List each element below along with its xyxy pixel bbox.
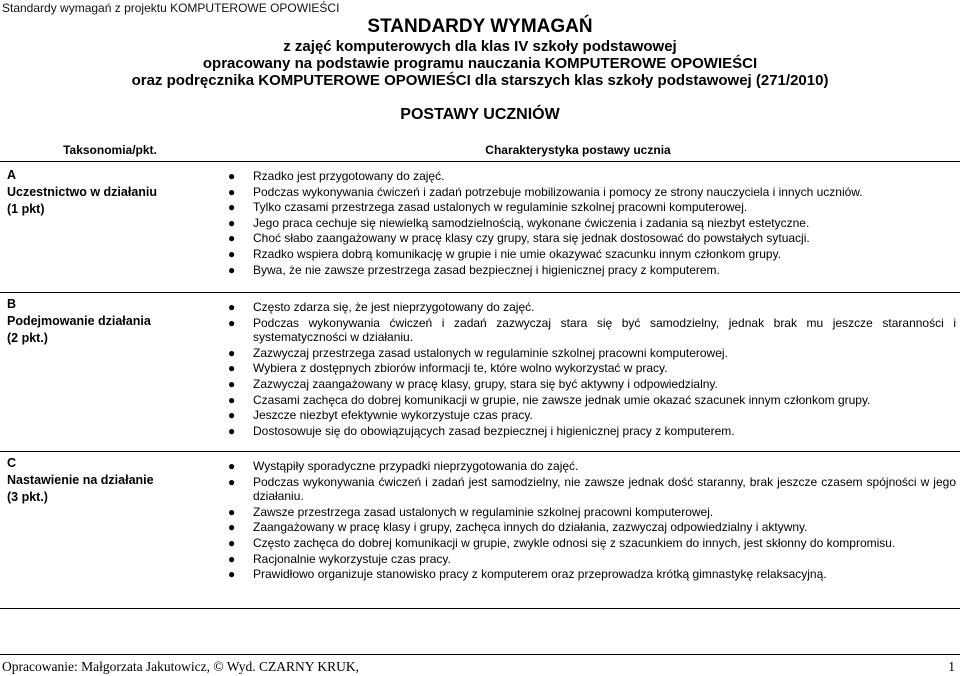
list-item: ● Zawsze przestrzega zasad ustalonych w regulaminie szkolnej pracowni komputerowej. [228,504,714,519]
list-item: ● Tylko czasami przestrzega zasad ustalonych w regulaminie szkolnej pracowni komputerowej. [228,200,748,215]
row-divider [0,451,960,452]
column-header-taxonomy: Taksonomia/pkt. [63,143,157,157]
bullet-icon: ● [228,392,236,407]
bullet-icon: ● [228,423,236,438]
title-block [0,16,960,89]
list-item: ● Zaangażowany w pracę klasy i grupy, zachęca innych do działania, zazwyczaj odpowiedzialny i aktywny. [228,520,808,535]
list-item: ● Rzadko jest przygotowany do zajęć. [228,169,445,183]
list-item: ● Racjonalnie wykorzystuje czas pracy. [228,551,451,566]
footer-credits: Opracowanie: Małgorzata Jakutowicz, © Wyd. CZARNY KRUK, [2,659,359,674]
list-item: ● Wybiera z dostępnych zbiorów informacji te, które wolno wykorzystać w pracy. [228,361,668,376]
bullet-icon: ● [228,231,236,246]
table-header-divider [0,161,960,162]
taxonomy-points: (2 pkt.) [7,331,48,345]
list-item: ● Jego praca cechuje się niewielką samodzielnością, wykonane ćwiczenia i zadania są niezbyt estetyczne. [228,215,810,230]
list-item: ● Często zdarza się, że jest nieprzygotowany do zajęć. [228,300,535,314]
bullet-icon: ● [228,184,236,199]
bullet-icon: ● [228,520,236,535]
bullet-icon: ● [228,459,236,473]
page-header: Standardy wymagań z projektu KOMPUTEROWE OPOWIEŚCI [2,1,340,15]
list-item: ● Jeszcze niezbyt efektywnie wykorzystuje czas pracy. [228,408,533,423]
table-bottom-divider [0,608,960,609]
list-item: ● Prawidłowo organizuje stanowisko pracy z komputerem oraz przeprowadza krótką gimnastykę relaksacyjną. [228,567,827,582]
bullet-icon: ● [228,345,236,360]
taxonomy-label: Uczestnictwo w działaniu [7,185,158,199]
taxonomy-letter: A [7,168,17,182]
list-item: ● Zazwyczaj zaangażowany w pracę klasy, grupy, stara się być aktywny i odpowiedzialny. [228,376,718,391]
subtitle-line-1: z zajęć komputerowych dla klas IV szkoły podstawowej [283,38,677,55]
characteristics-list-a [221,169,956,278]
list-item: ● Często zachęca do dobrej komunikacji w grupie, zwykle odnosi się z szacunkiem do innych, jest skłonny do kompromisu. [228,535,896,550]
bullet-icon: ● [228,535,236,550]
taxonomy-cell-a [7,167,217,218]
list-item: ● Rzadko wspiera dobrą komunikację w grupie i nie umie okazywać szacunku innym członkom grupy. [228,246,782,261]
bullet-icon: ● [228,567,236,582]
document-title: STANDARDY WYMAGAŃ [367,16,593,37]
list-item: ● Podczas wykonywania ćwiczeń i zadań jest samodzielny, nie zawsze jednak dość staranny, brak jeszcze czasem spójności w jego działaniu. [228,474,956,504]
taxonomy-letter: C [7,456,17,470]
characteristics-list-c [221,459,956,583]
page-number: 1 [948,659,955,674]
bullet-icon: ● [228,200,236,215]
bullet-icon: ● [228,551,236,566]
bullet-icon: ● [228,246,236,261]
subtitle-line-3: oraz podręcznika KOMPUTEROWE OPOWIEŚCI dla starszych klas szkoły podstawowej (271/2010) [131,72,829,89]
bullet-icon: ● [228,215,236,230]
list-item: ● Czasami zachęca do dobrej komunikacji w grupie, nie zawsze jednak umie okazać szacunek innym członkom grupy. [228,392,871,407]
bullet-icon: ● [228,474,236,489]
taxonomy-cell-b [7,296,217,347]
row-divider [0,292,960,293]
bullet-icon: ● [228,300,236,314]
list-item: ● Podczas wykonywania ćwiczeń i zadań potrzebuje mobilizowania i pomocy ze strony nauczyciela i innych uczniów. [228,184,863,199]
taxonomy-cell-c [7,455,217,506]
list-item: ● Wystąpiły sporadyczne przypadki nieprzygotowania do zajęć. [228,459,579,473]
list-item: ● Choć słabo zaangażowany w pracę klasy czy grupy, stara się jednak dostosować do powstałych sytuacji. [228,231,810,246]
taxonomy-points: (1 pkt) [7,202,45,216]
list-item: ● Bywa, że nie zawsze przestrzega zasad bezpiecznej i higienicznej pracy z komputerem. [228,262,720,277]
page-footer [0,654,960,676]
bullet-icon: ● [228,504,236,519]
bullet-icon: ● [228,408,236,423]
characteristics-list-b [221,300,956,439]
bullet-icon: ● [228,376,236,391]
column-header-characteristics: Charakterystyka postawy ucznia [485,143,671,157]
section-title: POSTAWY UCZNIÓW [400,106,560,123]
subtitle-line-2: opracowany na podstawie programu nauczania KOMPUTEROWE OPOWIEŚCI [202,55,758,72]
list-item: ● Zazwyczaj przestrzega zasad ustalonych w regulaminie szkolnej pracowni komputerowej. [228,345,728,360]
taxonomy-points: (3 pkt.) [7,490,48,504]
bullet-icon: ● [228,169,236,183]
bullet-icon: ● [228,315,236,330]
bullet-icon: ● [228,361,236,376]
taxonomy-label: Podejmowanie działania [7,314,151,328]
list-item: ● Podczas wykonywania ćwiczeń i zadań zazwyczaj stara się być samodzielny, jednak brak mu jeszcze staranności i systematyczności w działaniu. [228,315,956,345]
bullet-icon: ● [228,262,236,277]
list-item: ● Dostosowuje się do obowiązujących zasad bezpiecznej i higienicznej pracy z komputerem. [228,423,735,438]
taxonomy-label: Nastawienie na działanie [7,473,154,487]
taxonomy-letter: B [7,297,17,311]
